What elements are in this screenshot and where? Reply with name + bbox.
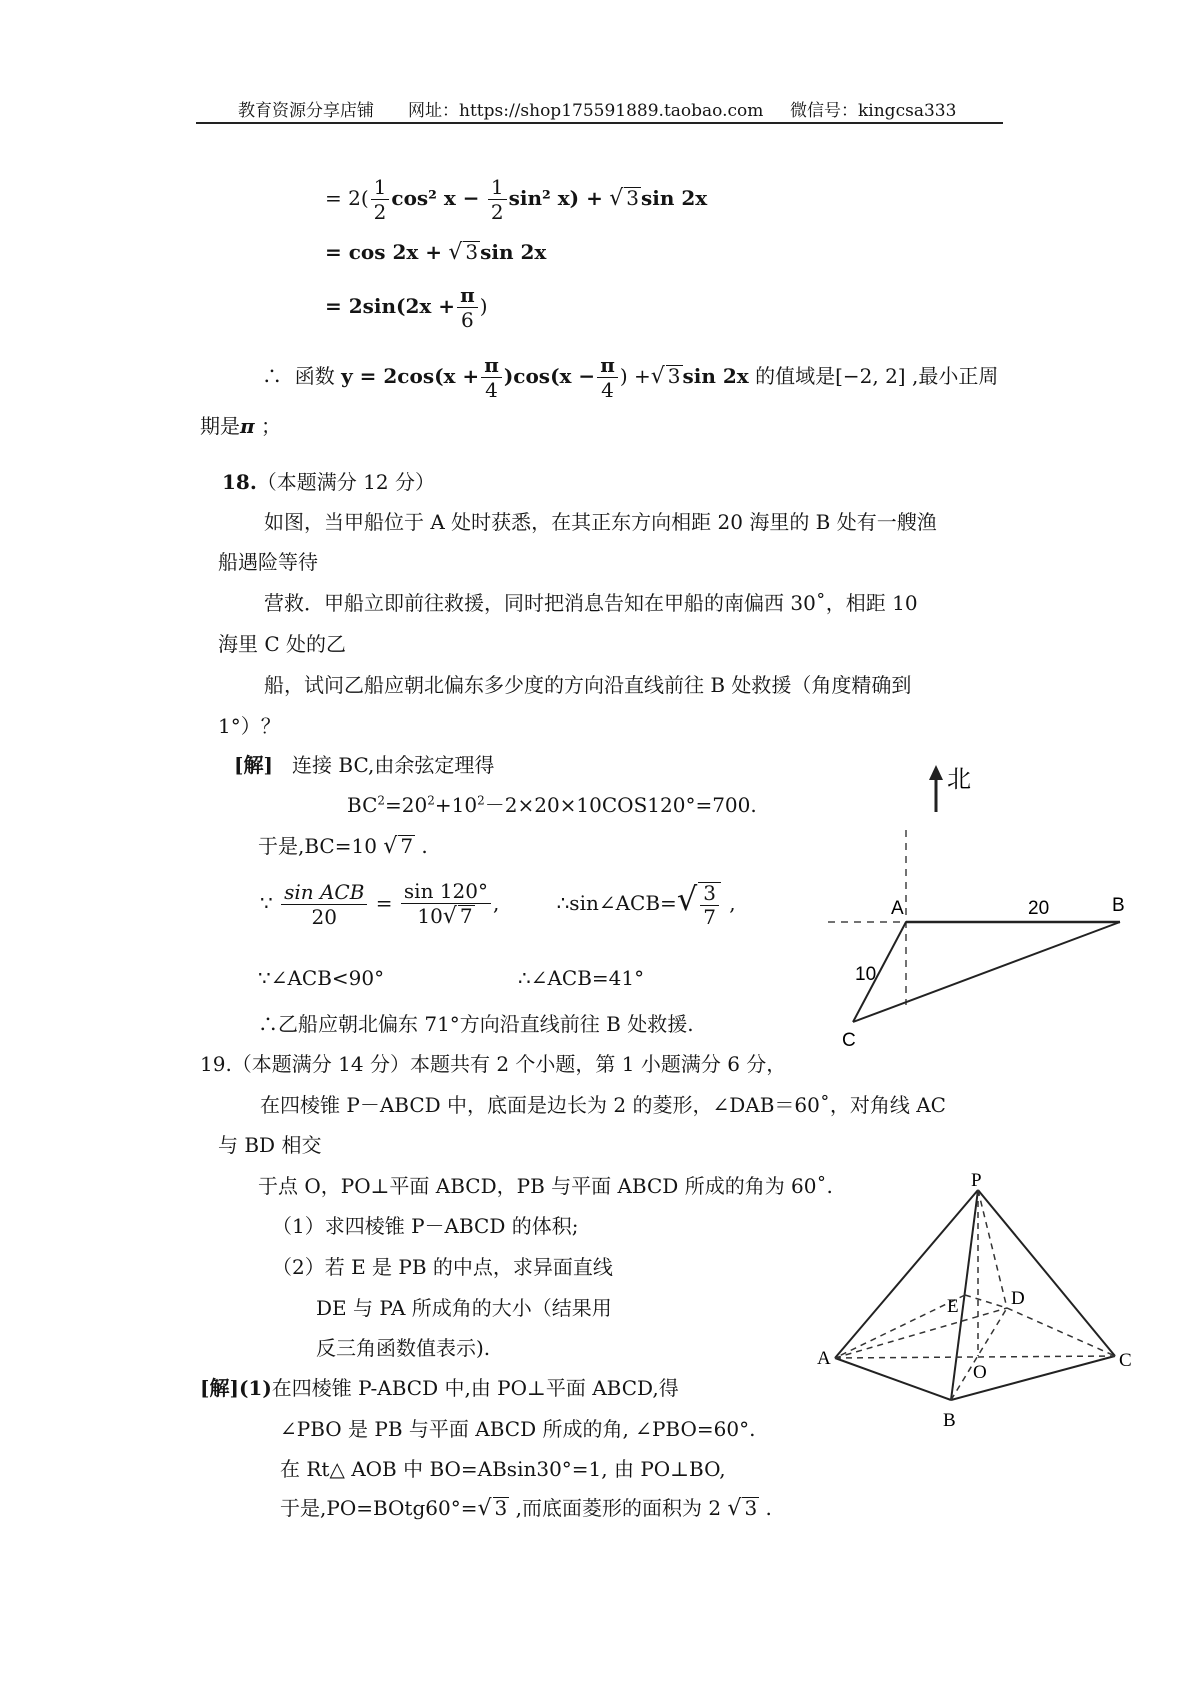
- q18-title: 18.（本题满分 12 分）: [222, 470, 435, 494]
- header-shop: 教育资源分享店铺: [238, 101, 374, 121]
- point-b-label: B: [1112, 895, 1125, 916]
- diagonal-ac-hidden: [835, 1356, 1115, 1358]
- sol18-line-1: [解] 连接 BC,由余弦定理得: [234, 753, 495, 777]
- vertex-c-label: C: [1119, 1350, 1132, 1371]
- sol18-line-3: 于是,BC=10 √ 7 .: [258, 834, 428, 859]
- edge-pa: [835, 1190, 978, 1358]
- segment-cb: [853, 922, 1120, 1022]
- edge-dc-hidden: [1007, 1308, 1115, 1356]
- header-wechat: 微信号：kingcsa333: [790, 101, 957, 121]
- sol19-line-2: ∠PBO 是 PB 与平面 ABCD 所成的角, ∠PBO=60°.: [280, 1417, 756, 1441]
- derivation-line-2: = cos 2x + √ 3 sin 2x: [325, 240, 547, 265]
- q18-text-1: 如图，当甲船位于 A 处时获悉，在其正东方向相距 20 海里的 B 处有一艘渔: [264, 510, 937, 534]
- vertex-b-label: B: [943, 1410, 956, 1431]
- q18-text-3: 营救．甲船立即前往救援，同时把消息告知在甲船的南偏西 30˚，相距 10: [264, 591, 918, 615]
- sol18-line-4: ∵ $\frac{\text{sin ACB}}{20}$ = $\frac{\sin 120^\circ}{10√ 7}$ , ∴sin∠ACB=√ $\frac{3}{7}$ ,: [260, 879, 736, 930]
- distance-ab-label: 20: [1028, 898, 1050, 919]
- north-arrow-icon: [929, 765, 943, 812]
- sol18-line-5: ∵∠ACB<90°: [258, 966, 385, 990]
- derivation-line-1: = 2( $\frac{1}{2}$ cos² x − $\frac{1}{2}$ sin² x) + √ 3 sin 2x: [325, 175, 708, 224]
- q19-text-1: 在四棱锥 P－ABCD 中，底面是边长为 2 的菱形，∠DAB＝60˚，对角线 AC: [260, 1093, 946, 1117]
- sol18-line-2: $BC^2=20^2+10^2-2\times 20\times 10COS120^\circ=700$.: [347, 793, 757, 817]
- vertex-p-label: P: [971, 1170, 982, 1191]
- q18-text-2: 船遇险等待: [218, 550, 318, 574]
- sol18-line-6: ∴乙船应朝北偏东 71°方向沿直线前往 B 处救援.: [258, 1012, 694, 1036]
- derivation-line-3: = 2sin(2x + $\frac{\pi}{6}$ ): [325, 283, 488, 332]
- sol19-line-4: 于是,PO=BOtg60°=√ 3 ,而底面菱形的面积为 2 √ 3 .: [280, 1496, 772, 1521]
- point-o-label: O: [973, 1362, 987, 1383]
- sol19-line-3: 在 Rt△ AOB 中 BO=ABsin30°=1, 由 PO⊥BO,: [280, 1457, 726, 1481]
- distance-ac-label: 10: [855, 964, 877, 985]
- header-url: 网址：https://shop175591889.taobao.com: [408, 101, 764, 121]
- figure-18-diagram: [820, 750, 1140, 1060]
- q19-sub-2: （2）若 E 是 PB 的中点，求异面直线: [272, 1255, 613, 1279]
- vertex-a-label: A: [817, 1348, 831, 1369]
- q19-title: 19.（本题满分 14 分）本题共有 2 个小题，第 1 小题满分 6 分，: [200, 1052, 787, 1076]
- point-a-label: A: [891, 898, 904, 919]
- q19-text-2: 与 BD 相交: [218, 1133, 322, 1157]
- point-c-label: C: [842, 1030, 856, 1051]
- q19-sub-1: （1）求四棱锥 P－ABCD 的体积;: [272, 1214, 579, 1238]
- figure-19-pyramid: [815, 1168, 1145, 1438]
- segment-de-hidden: [965, 1295, 1007, 1308]
- q18-text-4: 海里 C 处的乙: [218, 632, 347, 656]
- q19-sub-3: DE 与 PA 所成角的大小（结果用: [316, 1296, 612, 1320]
- vertex-d-label: D: [1011, 1288, 1025, 1309]
- point-e-label: E: [947, 1296, 959, 1317]
- north-label: 北: [947, 766, 971, 793]
- edge-ab: [835, 1358, 951, 1400]
- q19-sub-4: 反三角函数值表示).: [316, 1336, 491, 1360]
- header-divider: [196, 122, 1003, 124]
- conclusion-17-line-2: 期是π ；: [200, 414, 281, 438]
- q18-text-5: 船，试问乙船应朝北偏东多少度的方向沿直线前往 B 处救援（角度精确到: [264, 673, 912, 697]
- sol19-line-1: [解](1)在四棱锥 P-ABCD 中,由 PO⊥平面 ABCD,得: [200, 1376, 679, 1400]
- conclusion-17-line-1: ∴ 函数 y = 2cos(x + $\frac{\pi}{4}$ )cos(x − $\frac{\pi}{4}$ ) +√ 3 sin 2x 的值域是[−2, 2] ,最小正周: [262, 353, 999, 402]
- sol18-line-5b: ∴∠ACB=41°: [518, 966, 645, 990]
- edge-pc: [978, 1190, 1115, 1356]
- q19-text-3: 于点 O，PO⊥平面 ABCD，PB 与平面 ABCD 所成的角为 60˚.: [258, 1174, 833, 1198]
- q18-text-6: 1°）？: [218, 714, 281, 738]
